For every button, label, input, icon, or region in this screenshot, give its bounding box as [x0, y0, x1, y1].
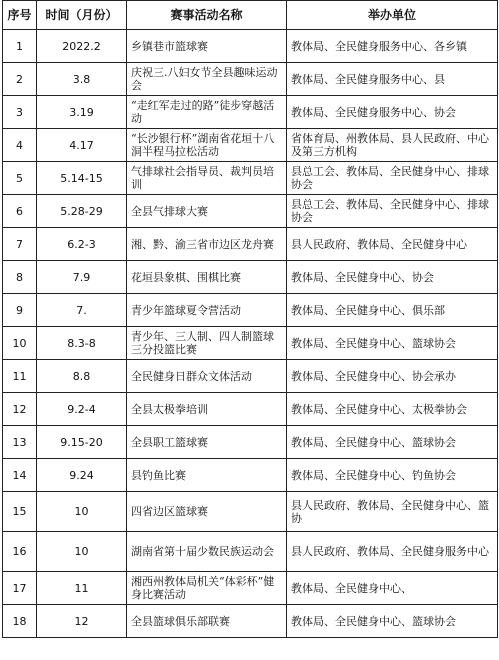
row-number: 15: [3, 492, 37, 532]
row-time: 4.17: [37, 129, 127, 162]
row-number: 6: [3, 195, 37, 228]
row-event-name: 全民健身日群众文体活动: [127, 360, 287, 393]
table-row: [3, 228, 498, 261]
table-row: [3, 393, 498, 426]
table-row: [3, 360, 498, 393]
row-time: 8.8: [37, 360, 127, 393]
row-organizer: 教体局、全民健身中心、协会承办: [287, 360, 498, 393]
row-event-name: 庆祝三.八妇女节全县趣味运动会: [127, 63, 287, 96]
row-organizer: 县人民政府、教体局、全民健身中心、篮协: [287, 492, 498, 532]
row-time: 10: [37, 532, 127, 572]
row-event-name: 全县职工篮球赛: [127, 426, 287, 459]
row-organizer: 教体局、全民健身中心、协会: [287, 261, 498, 294]
row-organizer: 县人民政府、教体局、全民健身服务中心: [287, 532, 498, 572]
row-number: 8: [3, 261, 37, 294]
row-number: 18: [3, 605, 37, 638]
row-organizer: 教体局、全民健身中心、篮球协会: [287, 327, 498, 360]
row-event-name: 四省边区篮球赛: [127, 492, 287, 532]
row-organizer: 县人民政府、教体局、全民健身中心: [287, 228, 498, 261]
row-event-name: 湘、黔、渝三省市边区龙舟赛: [127, 228, 287, 261]
row-event-name: 气排球社会指导员、裁判员培训: [127, 162, 287, 195]
table-row: [3, 195, 498, 228]
row-organizer: 县总工会、教体局、全民健身中心、排球协会: [287, 195, 498, 228]
table-row: [3, 63, 498, 96]
header-organizer: 举办单位: [287, 1, 498, 30]
table-row: [3, 261, 498, 294]
row-number: 1: [3, 30, 37, 63]
table-row: [3, 492, 498, 532]
row-event-name: 湖南省第十届少数民族运动会: [127, 532, 287, 572]
table-row: [3, 459, 498, 492]
row-number: 2: [3, 63, 37, 96]
row-organizer: 教体局、全民健身中心、篮球协会: [287, 605, 498, 638]
header-event-name: 赛事活动名称: [127, 1, 287, 30]
row-time: 5.28-29: [37, 195, 127, 228]
row-number: 10: [3, 327, 37, 360]
row-number: 13: [3, 426, 37, 459]
row-number: 16: [3, 532, 37, 572]
row-time: 8.3-8: [37, 327, 127, 360]
row-time: 2022.2: [37, 30, 127, 63]
row-time: 3.8: [37, 63, 127, 96]
row-event-name: 湘西州教体局机关“体彩杯”健身比赛活动: [127, 572, 287, 605]
row-organizer: 教体局、全民健身服务中心、协会: [287, 96, 498, 129]
table-row: [3, 426, 498, 459]
table-header-row: [3, 1, 498, 30]
row-time: 12: [37, 605, 127, 638]
row-time: 9.2-4: [37, 393, 127, 426]
row-number: 3: [3, 96, 37, 129]
row-time: 6.2-3: [37, 228, 127, 261]
row-time: 10: [37, 492, 127, 532]
row-time: 3.19: [37, 96, 127, 129]
row-event-name: 全县气排球大赛: [127, 195, 287, 228]
row-organizer: 县总工会、教体局、全民健身中心、排球协会: [287, 162, 498, 195]
row-event-name: 乡镇巷市篮球赛: [127, 30, 287, 63]
row-organizer: 教体局、全民健身中心、太极拳协会: [287, 393, 498, 426]
table-row: [3, 294, 498, 327]
table-row: [3, 327, 498, 360]
row-organizer: 教体局、全民健身中心、: [287, 572, 498, 605]
row-time: 11: [37, 572, 127, 605]
row-event-name: 全县篮球俱乐部联赛: [127, 605, 287, 638]
row-time: 9.15-20: [37, 426, 127, 459]
row-event-name: 全县太极拳培训: [127, 393, 287, 426]
row-organizer: 教体局、全民健身服务中心、县: [287, 63, 498, 96]
row-number: 7: [3, 228, 37, 261]
table-row: [3, 162, 498, 195]
table-row: [3, 532, 498, 572]
row-time: 9.24: [37, 459, 127, 492]
row-number: 4: [3, 129, 37, 162]
row-number: 12: [3, 393, 37, 426]
row-number: 5: [3, 162, 37, 195]
row-event-name: “走红军走过的路”徒步穿越活动: [127, 96, 287, 129]
row-organizer: 省体育局、州教体局、县人民政府、中心及第三方机构: [287, 129, 498, 162]
row-event-name: 花垣县象棋、围棋比赛: [127, 261, 287, 294]
row-time: 5.14-15: [37, 162, 127, 195]
table-row: [3, 605, 498, 638]
row-time: 7.9: [37, 261, 127, 294]
header-time: 时间（月份）: [37, 1, 127, 30]
row-organizer: 教体局、全民健身中心、钓鱼协会: [287, 459, 498, 492]
row-organizer: 教体局、全民健身中心、俱乐部: [287, 294, 498, 327]
event-schedule-table: [2, 0, 498, 638]
row-number: 11: [3, 360, 37, 393]
row-event-name: 青少年篮球夏令营活动: [127, 294, 287, 327]
row-organizer: 教体局、全民健身中心、篮球协会: [287, 426, 498, 459]
header-no: 序号: [3, 1, 37, 30]
table-body: [3, 30, 498, 638]
row-number: 17: [3, 572, 37, 605]
row-number: 9: [3, 294, 37, 327]
row-organizer: 教体局、全民健身服务中心、各乡镇: [287, 30, 498, 63]
table-row: [3, 129, 498, 162]
event-schedule-sheet: [2, 0, 497, 659]
table-row: [3, 96, 498, 129]
row-event-name: “长沙银行杯”湖南省花垣十八洞半程马拉松活动: [127, 129, 287, 162]
table-row: [3, 572, 498, 605]
row-event-name: 青少年、三人制、四人制篮球三分投篮比赛: [127, 327, 287, 360]
row-number: 14: [3, 459, 37, 492]
row-event-name: 县钓鱼比赛: [127, 459, 287, 492]
row-time: 7.: [37, 294, 127, 327]
table-row: [3, 30, 498, 63]
